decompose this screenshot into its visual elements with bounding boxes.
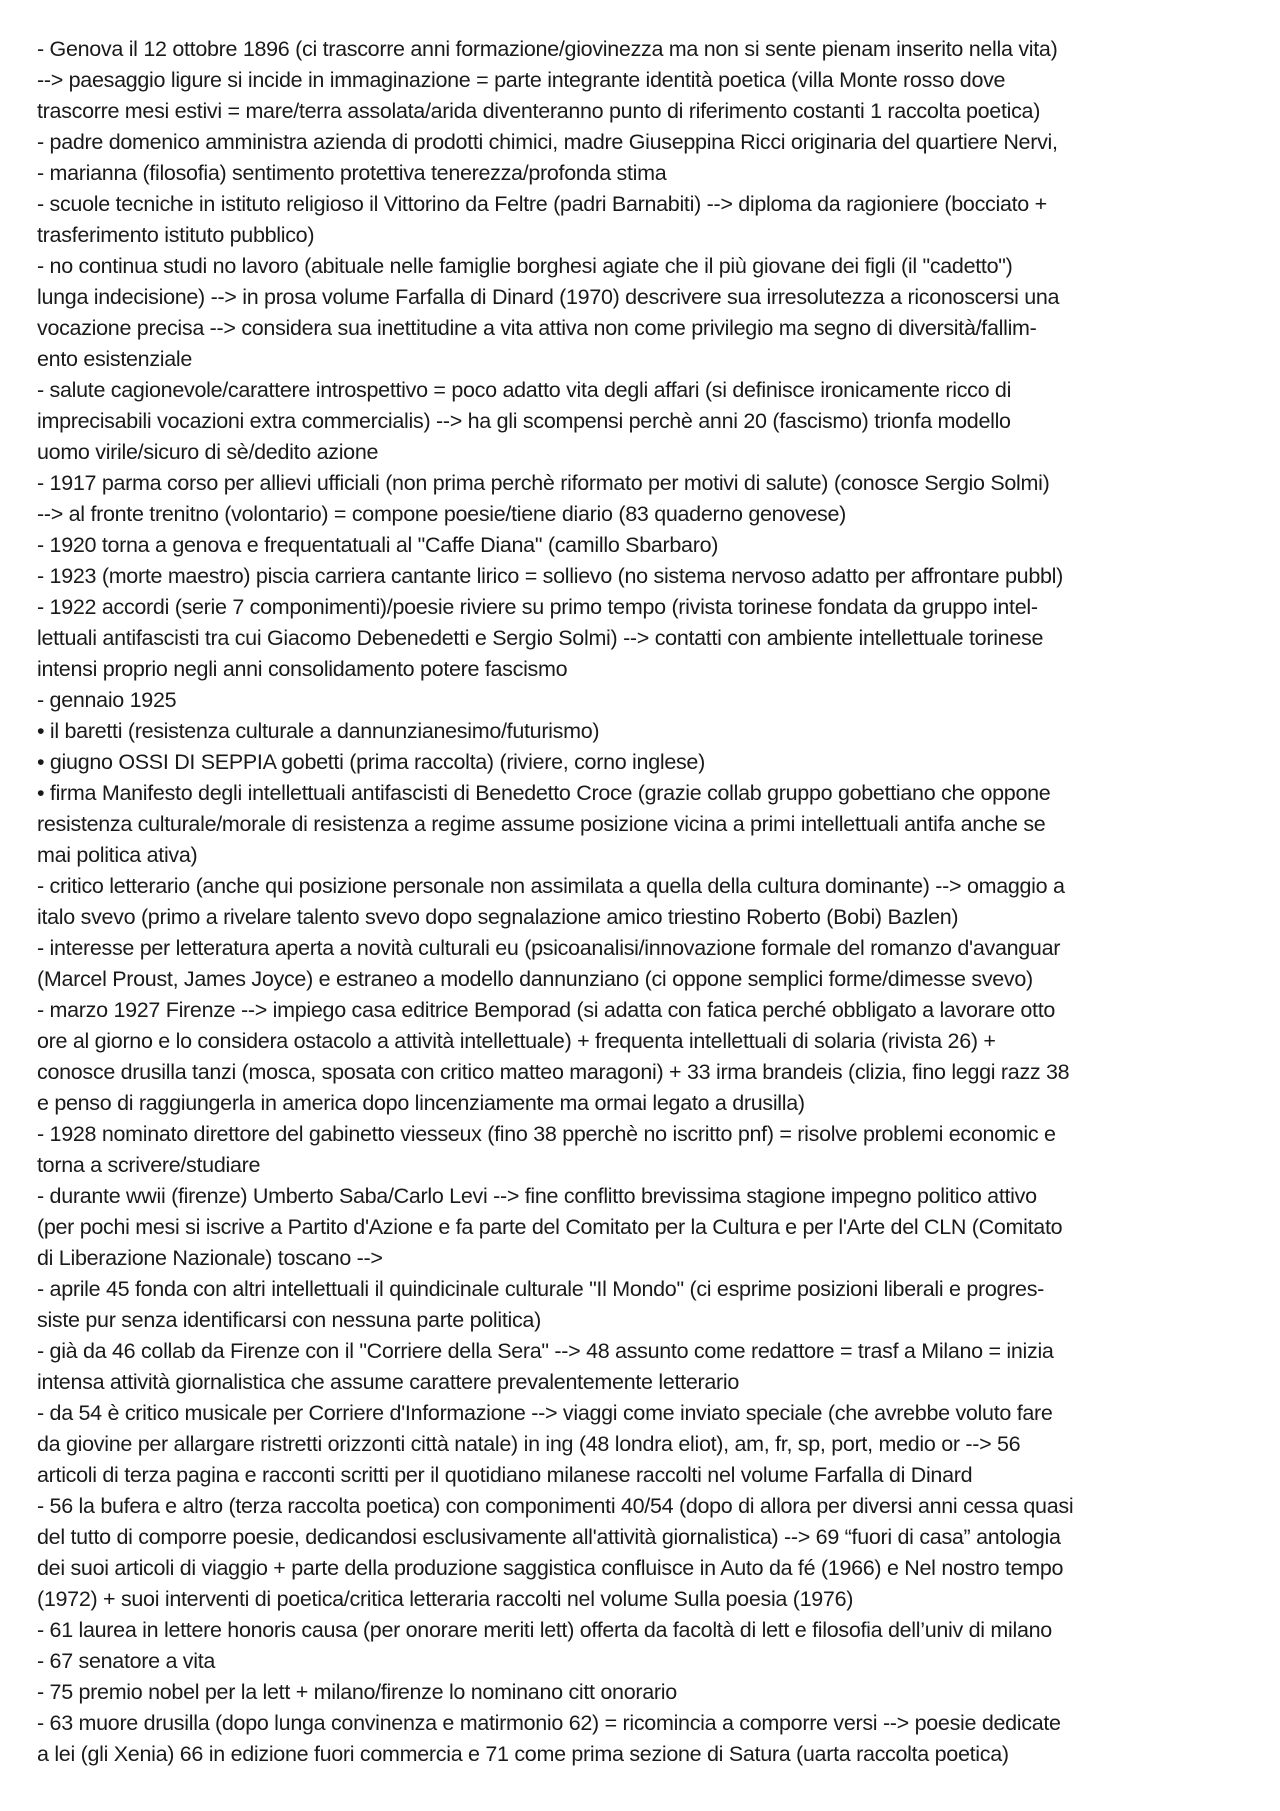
note-line: siste pur senza identificarsi con nessuna parte politica) bbox=[37, 1308, 541, 1332]
note-line: - 75 premio nobel per la lett + milano/firenze lo nominano citt onorario bbox=[37, 1680, 677, 1704]
note-line: articoli di terza pagina e racconti scritti per il quotidiano milanese raccolti nel volume Farfalla di Dinard bbox=[37, 1463, 973, 1487]
note-line: - no continua studi no lavoro (abituale nelle famiglie borghesi agiate che il più giovane dei figli (il "cadetto") bbox=[37, 254, 1013, 278]
note-line: - interesse per letteratura aperta a novità culturali eu (psicoanalisi/innovazione formale del romanzo d'avanguar bbox=[37, 936, 1061, 960]
note-line: imprecisabili vocazioni extra commercialis) --> ha gli scompensi perchè anni 20 (fascismo) trionfa modello bbox=[37, 409, 1011, 433]
note-line: intensa attività giornalistica che assume carattere prevalentemente letterario bbox=[37, 1370, 740, 1394]
note-line: - marianna (filosofia) sentimento protettiva tenerezza/profonda stima bbox=[37, 161, 667, 185]
note-line: - critico letterario (anche qui posizione personale non assimilata a quella della cultura dominante) --> omaggio a bbox=[37, 874, 1065, 898]
note-line: ento esistenziale bbox=[37, 347, 193, 371]
note-line: trascorre mesi estivi = mare/terra assolata/arida diventeranno punto di riferimento costanti 1 raccolta poetica) bbox=[37, 99, 1041, 123]
note-line: - salute cagionevole/carattere introspettivo = poco adatto vita degli affari (si definisce ironicamente ricco di bbox=[37, 378, 1012, 402]
note-line: • il baretti (resistenza culturale a dannunzianesimo/futurismo) bbox=[37, 719, 600, 743]
note-line: - marzo 1927 Firenze --> impiego casa editrice Bemporad (si adatta con fatica perché obbligato a lavorare otto bbox=[37, 998, 1056, 1022]
note-line: (1972) + suoi interventi di poetica/critica letteraria raccolti nel volume Sulla poesia (1976) bbox=[37, 1587, 854, 1611]
note-line: - 56 la bufera e altro (terza raccolta poetica) con componimenti 40/54 (dopo di allora per diversi anni cessa quasi bbox=[37, 1494, 1074, 1518]
note-line: italo svevo (primo a rivelare talento svevo dopo segnalazione amico triestino Roberto (Bobi) Bazlen) bbox=[37, 905, 959, 929]
note-line: - 61 laurea in lettere honoris causa (per onorare meriti lett) offerta da facoltà di lett e filosofia dell’univ di milano bbox=[37, 1618, 1052, 1642]
note-line: (per pochi mesi si iscrive a Partito d'Azione e fa parte del Comitato per la Cultura e per l'Arte del CLN (Comitato bbox=[37, 1215, 1063, 1239]
note-line: resistenza culturale/morale di resistenza a regime assume posizione vicina a primi intellettuali antifa anche se bbox=[37, 812, 1046, 836]
note-line: uomo virile/sicuro di sè/dedito azione bbox=[37, 440, 379, 464]
note-line: - 67 senatore a vita bbox=[37, 1649, 216, 1673]
note-line: a lei (gli Xenia) 66 in edizione fuori commercia e 71 come prima sezione di Satura (uarta raccolta poetica) bbox=[37, 1742, 1009, 1766]
note-line: lettuali antifascisti tra cui Giacomo Debenedetti e Sergio Solmi) --> contatti con ambiente intellettuale torinese bbox=[37, 626, 1044, 650]
note-line: - gennaio 1925 bbox=[37, 688, 177, 712]
note-line: - padre domenico amministra azienda di prodotti chimici, madre Giuseppina Ricci originaria del quartiere Nervi, bbox=[37, 130, 1058, 154]
note-line: - 1920 torna a genova e frequentatuali al "Caffe Diana" (camillo Sbarbaro) bbox=[37, 533, 719, 557]
note-line: - aprile 45 fonda con altri intellettuali il quindicinale culturale "Il Mondo" (ci esprime posizioni liberali e progres- bbox=[37, 1277, 1045, 1301]
note-line: --> paesaggio ligure si incide in immaginazione = parte integrante identità poetica (villa Monte rosso dove bbox=[37, 68, 1006, 92]
note-line: lunga indecisione) --> in prosa volume Farfalla di Dinard (1970) descrivere sua irresolutezza a riconoscersi una bbox=[37, 285, 1060, 309]
note-line: torna a scrivere/studiare bbox=[37, 1153, 261, 1177]
note-line: mai politica ativa) bbox=[37, 843, 198, 867]
notes-page bbox=[37, 34, 1255, 1770]
note-line: - 1928 nominato direttore del gabinetto viesseux (fino 38 pperchè no iscritto pnf) = risolve problemi economic e bbox=[37, 1122, 1056, 1146]
note-line: - 1922 accordi (serie 7 componimenti)/poesie riviere su primo tempo (rivista torinese fondata da gruppo intel- bbox=[37, 595, 1038, 619]
note-line: • firma Manifesto degli intellettuali antifascisti di Benedetto Croce (grazie collab gruppo gobettiano che oppone bbox=[37, 781, 1051, 805]
note-line: e penso di raggiungerla in america dopo lincenziamente ma ormai legato a drusilla) bbox=[37, 1091, 805, 1115]
note-line: - da 54 è critico musicale per Corriere d'Informazione --> viaggi come inviato speciale (che avrebbe voluto fare bbox=[37, 1401, 1053, 1425]
note-line: (Marcel Proust, James Joyce) e estraneo a modello dannunziano (ci oppone semplici forme/dimesse svevo) bbox=[37, 967, 1033, 991]
note-line: • giugno OSSI DI SEPPIA gobetti (prima raccolta) (riviere, corno inglese) bbox=[37, 750, 705, 774]
note-line: del tutto di comporre poesie, dedicandosi esclusivamente all'attività giornalistica) --> 69 “fuori di casa” antologia bbox=[37, 1525, 1061, 1549]
note-line: trasferimento istituto pubblico) bbox=[37, 223, 315, 247]
note-line: di Liberazione Nazionale) toscano --> bbox=[37, 1246, 383, 1270]
note-line: ore al giorno e lo considera ostacolo a attività intellettuale) + frequenta intellettuali di solaria (rivista 26) + bbox=[37, 1029, 996, 1053]
note-line: - durante wwii (firenze) Umberto Saba/Carlo Levi --> fine conflitto brevissima stagione impegno politico attivo bbox=[37, 1184, 1037, 1208]
note-line: vocazione precisa --> considera sua inettitudine a vita attiva non come privilegio ma segno di diversità/fallim- bbox=[37, 316, 1037, 340]
note-line: intensi proprio negli anni consolidamento potere fascismo bbox=[37, 657, 568, 681]
note-line: - già da 46 collab da Firenze con il "Corriere della Sera" --> 48 assunto come redattore = trasf a Milano = inizia bbox=[37, 1339, 1054, 1363]
note-line: da giovine per allargare ristretti orizzonti città natale) in ing (48 londra eliot), am, fr, sp, port, medio or --> 56 bbox=[37, 1432, 1021, 1456]
note-line: - 1923 (morte maestro) piscia carriera cantante lirico = sollievo (no sistema nervoso adatto per affrontare pubbl) bbox=[37, 564, 1063, 588]
note-line: - Genova il 12 ottobre 1896 (ci trascorre anni formazione/giovinezza ma non si sente pienam inserito nella vita) bbox=[37, 37, 1058, 61]
note-line: --> al fronte trenitno (volontario) = compone poesie/tiene diario (83 quaderno genovese) bbox=[37, 502, 847, 526]
note-line: - scuole tecniche in istituto religioso il Vittorino da Feltre (padri Barnabiti) --> diploma da ragioniere (bocciato + bbox=[37, 192, 1047, 216]
note-line: conosce drusilla tanzi (mosca, sposata con critico matteo maragoni) + 33 irma brandeis (clizia, fino leggi razz 38 bbox=[37, 1060, 1070, 1084]
note-line: dei suoi articoli di viaggio + parte della produzione saggistica confluisce in Auto da fé (1966) e Nel nostro tempo bbox=[37, 1556, 1064, 1580]
note-line: - 1917 parma corso per allievi ufficiali (non prima perchè riformato per motivi di salute) (conosce Sergio Solmi) bbox=[37, 471, 1050, 495]
note-line: - 63 muore drusilla (dopo lunga convinenza e matirmonio 62) = ricomincia a comporre versi --> poesie dedicate bbox=[37, 1711, 1061, 1735]
